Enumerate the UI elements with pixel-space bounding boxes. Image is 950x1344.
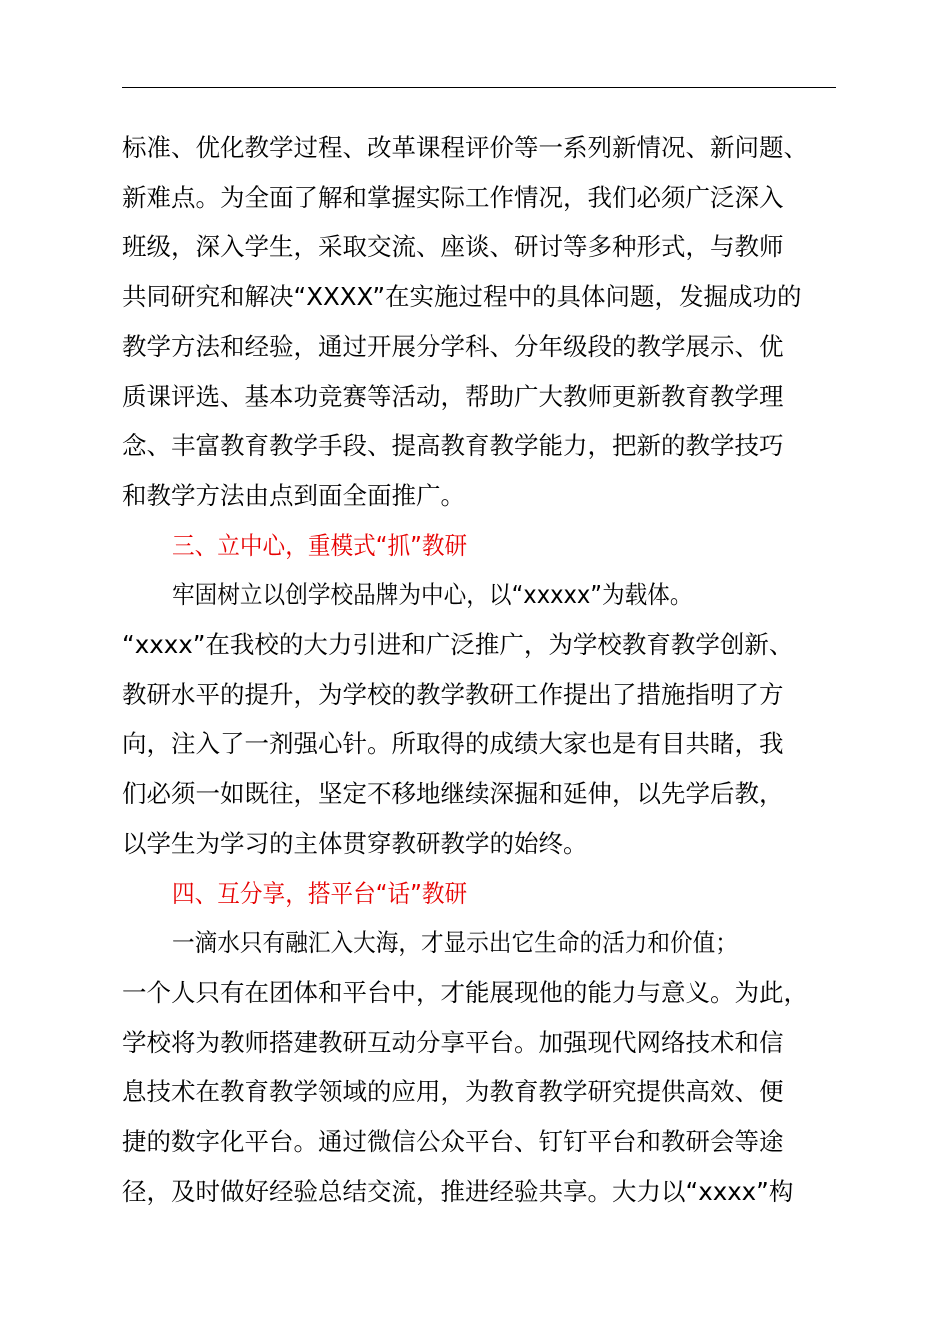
paragraph-line: “xxxx”在我校的大力引进和广泛推广，为学校教育教学创新、 xyxy=(122,630,794,659)
paragraph-line: 和教学方法由点到面全面推广。 xyxy=(122,480,465,510)
paragraph-line: 学校将为教师搭建教研互动分享平台。加强现代网络技术和信 xyxy=(122,1027,784,1057)
paragraph-line: 们必须一如既往，坚定不移地继续深掘和延伸，以先学后教， xyxy=(122,779,784,809)
section-heading: 三、立中心，重模式“抓”教研 xyxy=(172,530,468,560)
section-heading: 四、互分享，搭平台“话”教研 xyxy=(172,878,468,908)
paragraph-line: 教研水平的提升，为学校的教学教研工作提出了措施指明了方 xyxy=(122,679,784,709)
paragraph-line: 捷的数字化平台。通过微信公众平台、钉钉平台和教研会等途 xyxy=(122,1127,784,1156)
paragraph-line: 教学方法和经验，通过开展分学科、分年级段的教学展示、优 xyxy=(122,331,784,361)
paragraph-line: 息技术在教育教学领域的应用，为教育教学研究提供高效、便 xyxy=(122,1077,784,1107)
paragraph-line: 一个人只有在团体和平台中，才能展现他的能力与意义。为此， xyxy=(122,977,808,1007)
paragraph-line: 共同研究和解决“XXXX”在实施过程中的具体问题，发掘成功的 xyxy=(122,282,802,312)
header-rule xyxy=(122,87,836,88)
paragraph-line: 向，注入了一剂强心针。所取得的成绩大家也是有目共睹，我 xyxy=(122,729,784,759)
paragraph-line: 一滴水只有融汇入大海，才显示出它生命的活力和价值； xyxy=(172,928,738,958)
paragraph-line: 质课评选、基本功竞赛等活动，帮助广大教师更新教育教学理 xyxy=(122,381,784,411)
paragraph-line: 新难点。为全面了解和掌握实际工作情况，我们必须广泛深入 xyxy=(122,182,784,212)
paragraph-line: 念、丰富教育教学手段、提高教育教学能力，把新的教学技巧 xyxy=(122,431,784,461)
paragraph-line: 班级，深入学生，采取交流、座谈、研讨等多种形式，与教师 xyxy=(122,232,784,262)
paragraph-line: 以学生为学习的主体贯穿教研教学的始终。 xyxy=(122,828,588,858)
paragraph-line: 径，及时做好经验总结交流，推进经验共享。大力以“xxxx”构 xyxy=(122,1176,794,1206)
paragraph-line: 牢固树立以创学校品牌为中心，以“xxxxx”为载体。 xyxy=(172,580,693,610)
paragraph-line: 标准、优化教学过程、改革课程评价等一系列新情况、新问题、 xyxy=(122,133,808,162)
